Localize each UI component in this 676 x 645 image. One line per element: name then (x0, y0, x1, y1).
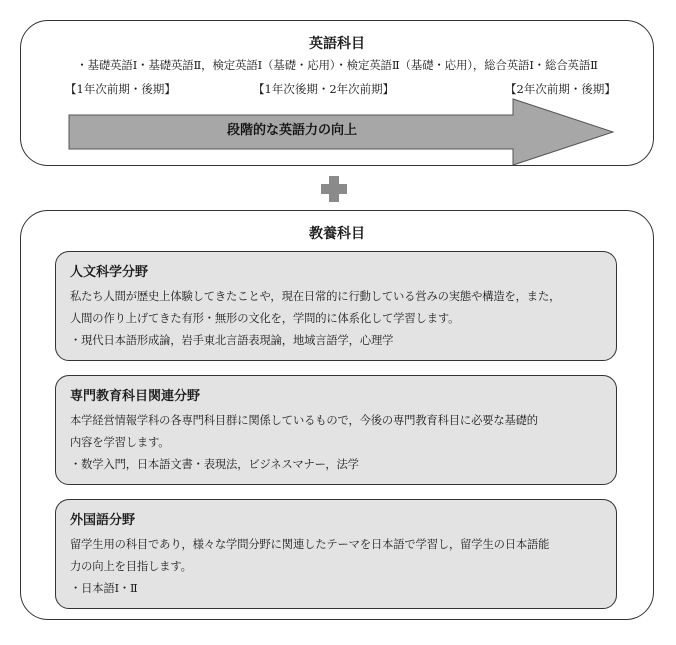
field-text-line: 人間の作り上げてきた有形・無形の文化を，学問的に体系化して学習します。 (70, 312, 460, 325)
field-description (70, 286, 604, 352)
field-course-list: ・日本語Ⅰ・Ⅱ (70, 582, 138, 595)
field-text-line: 私たち人間が歴史上体験してきたことや，現在日常的に行動している営みの実態や構造を，また， (70, 290, 561, 303)
liberal-arts-panel (20, 210, 654, 620)
period-label-1: 【1年次前期・後期】 (65, 82, 176, 96)
field-heading: 外国語分野 (70, 513, 136, 528)
field-box-humanities (55, 251, 617, 361)
field-text-line: 留学生用の科目であり，様々な学問分野に関連したテーマを日本語で学習し，留学生の日本語能 (70, 538, 550, 551)
field-description (70, 534, 604, 600)
period-label-3: 【2年次前期・後期】 (505, 82, 616, 96)
progression-arrow-label: 段階的な英語力の向上 (226, 123, 357, 138)
field-heading: 専門教育科目関連分野 (70, 389, 201, 404)
english-course-list: ・基礎英語Ⅰ・基礎英語Ⅱ，検定英語Ⅰ（基礎・応用）・検定英語Ⅱ（基礎・応用），総合英語Ⅰ・総合英語Ⅱ (76, 58, 598, 72)
english-courses-panel (20, 20, 654, 166)
liberal-arts-panel-title: 教養科目 (309, 226, 365, 242)
period-label-2: 【1年次後期・2年次前期】 (253, 82, 395, 96)
field-box-foreign-language (55, 499, 617, 609)
field-description (70, 410, 604, 476)
field-heading: 人文科学分野 (70, 265, 149, 280)
field-course-list: ・現代日本語形成論，岩手東北言語表現論，地域言語学，心理学 (70, 334, 394, 347)
field-box-professional (55, 375, 617, 485)
field-text-line: 本学経営情報学科の各専門科目群に関係しているもので，今後の専門教育科目に必要な基礎的 (70, 414, 538, 427)
field-text-line: 力の向上を目指します。 (70, 560, 192, 573)
field-course-list: ・数学入門，日本語文書・表現法，ビジネスマナー，法学 (70, 458, 359, 471)
field-text-line: 内容を学習します。 (70, 436, 170, 449)
english-panel-title: 英語科目 (309, 36, 365, 52)
plus-icon (321, 176, 347, 202)
